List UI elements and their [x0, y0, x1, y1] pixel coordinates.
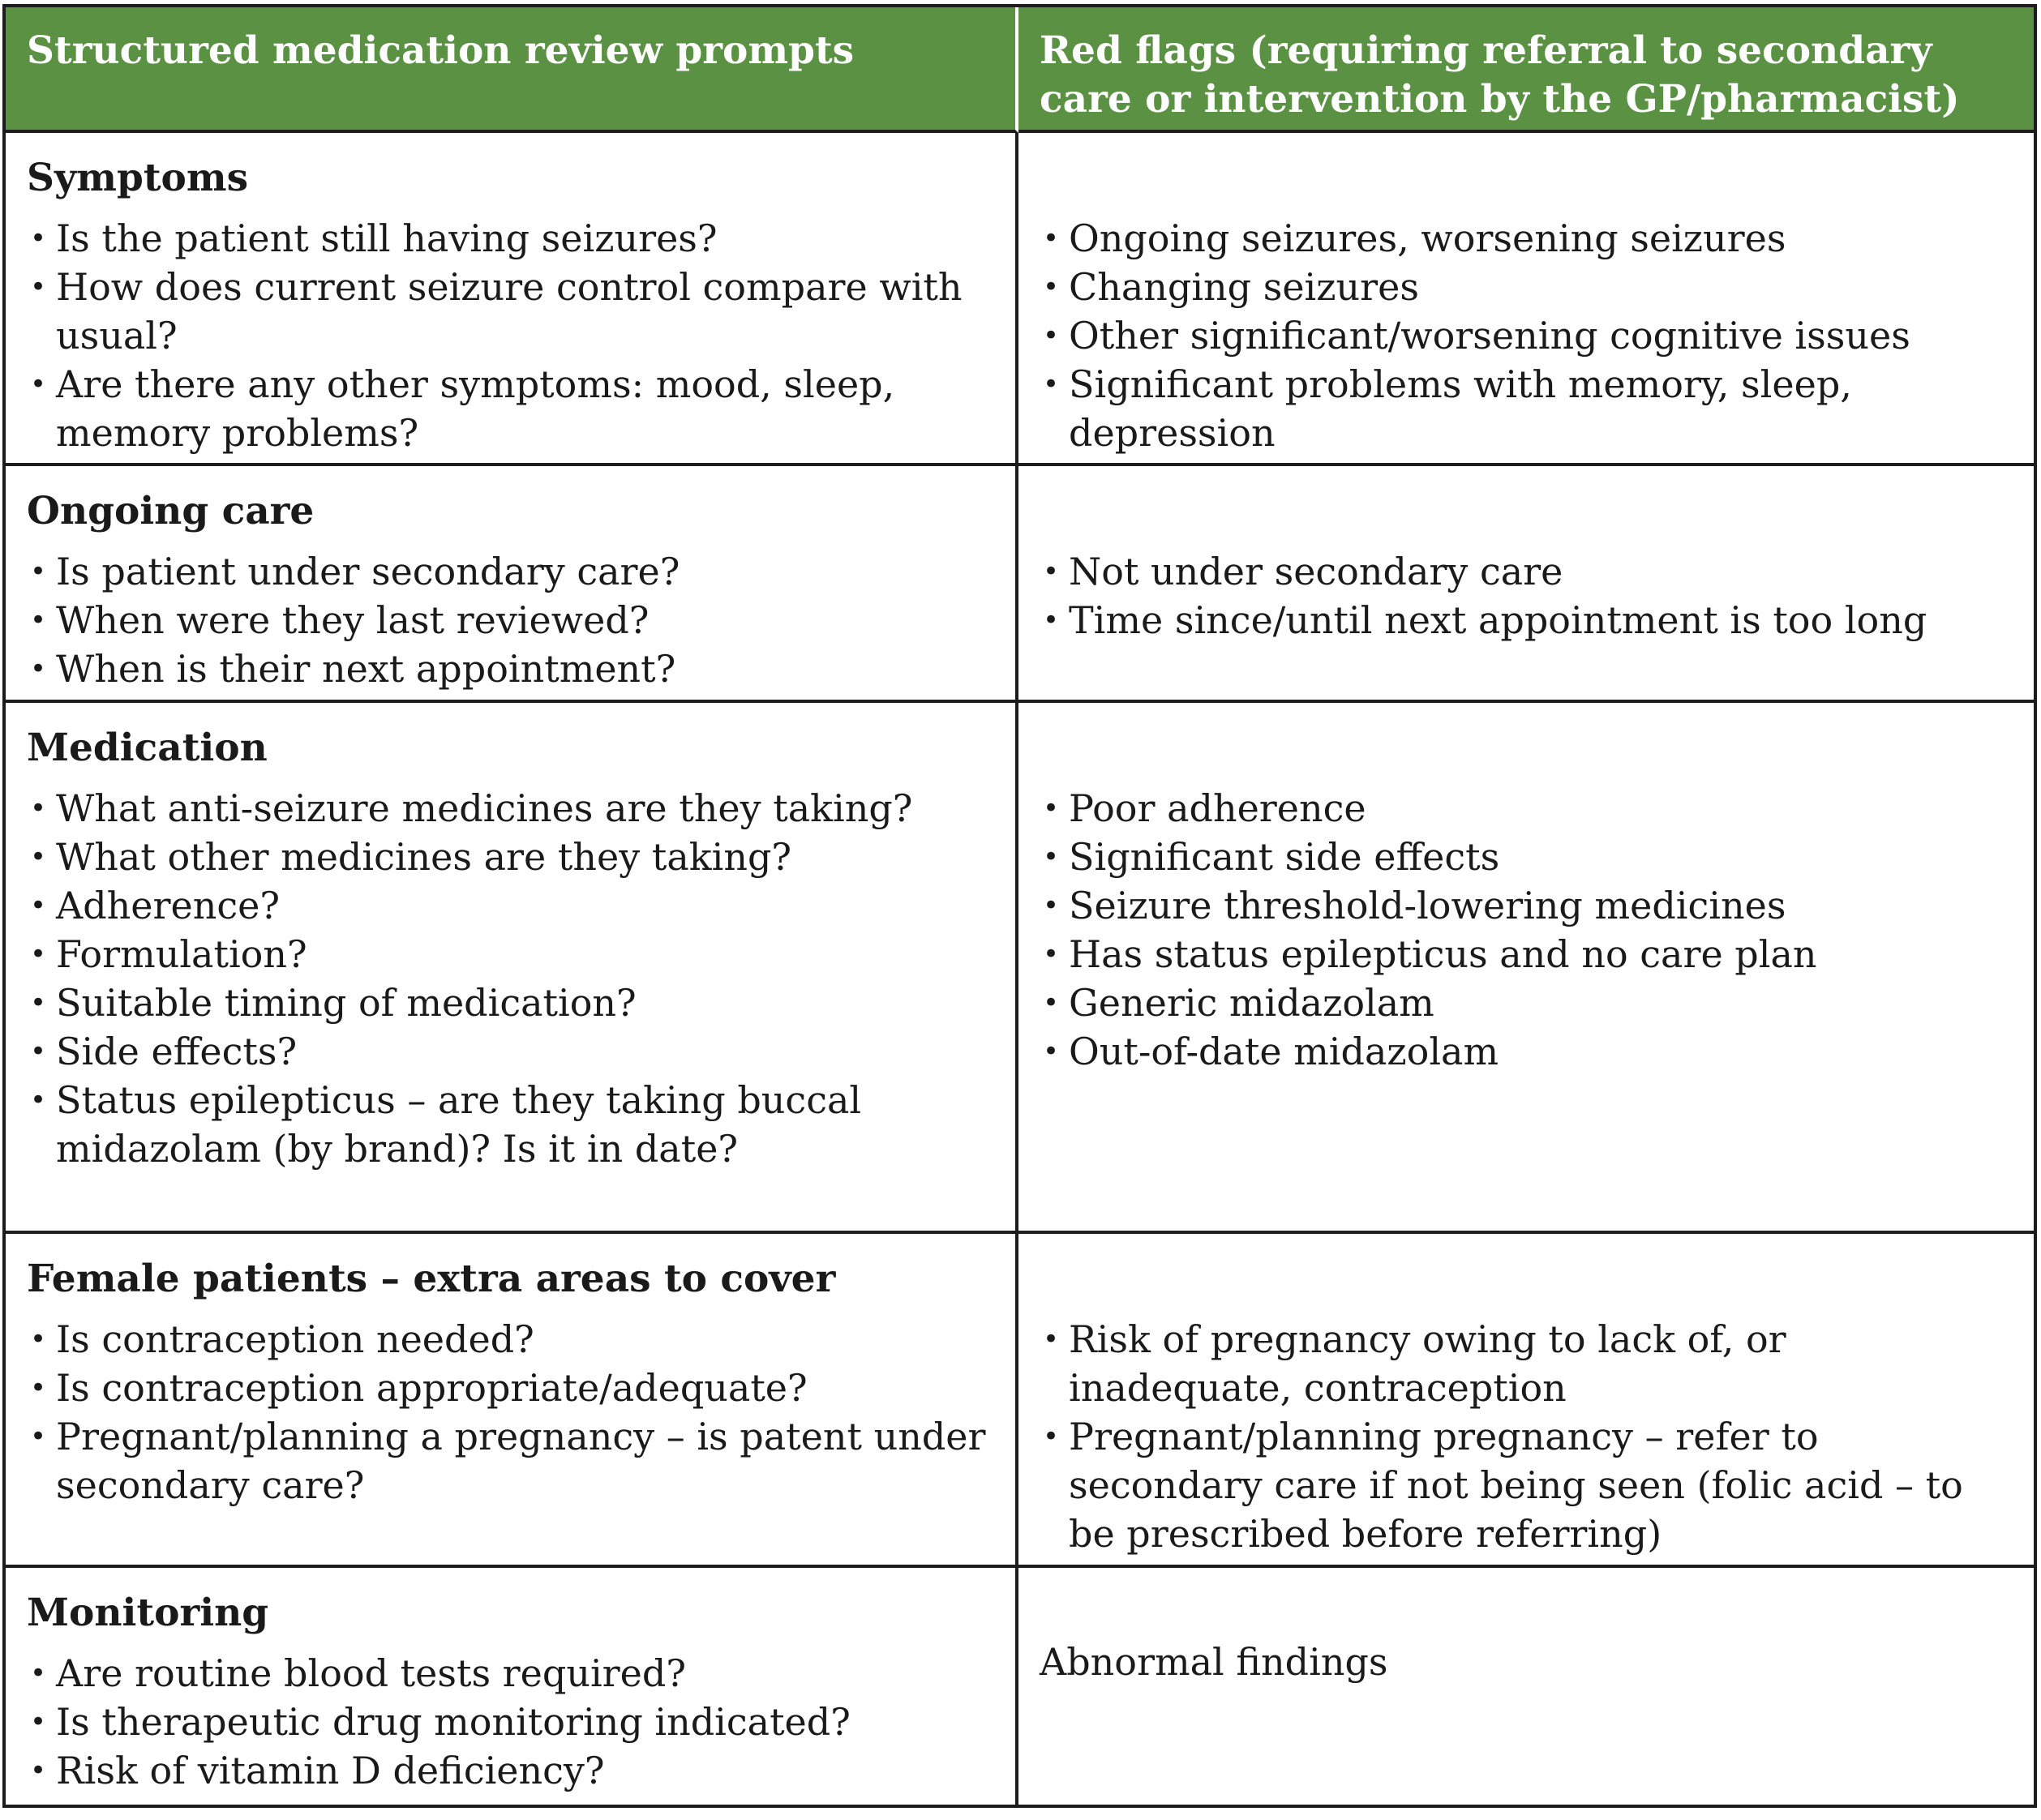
list-item: • Are routine blood tests required?: [27, 1649, 994, 1698]
row-ongoing-care-prompts: [6, 466, 1018, 703]
list-item: • Poor adherence: [1040, 784, 2013, 833]
list-item: • Generic midazolam: [1040, 979, 2013, 1027]
flag-list: [1040, 214, 2013, 457]
row-female-patients-flags: [1018, 1234, 2034, 1568]
row-symptoms-flags: [1018, 133, 2034, 466]
list-item: • Is contraception needed?: [27, 1315, 994, 1364]
list-item: • How does current seizure control compare with usual?: [27, 263, 994, 360]
list-item: • Are there any other symptoms: mood, sleep, memory problems?: [27, 360, 994, 457]
prompt-list: [27, 547, 994, 693]
row-ongoing-care-flags: [1018, 466, 2034, 703]
row-medication-prompts: [6, 703, 1018, 1234]
list-item: • Risk of pregnancy owing to lack of, or inadequate, contraception: [1040, 1315, 2013, 1412]
list-item: • Time since/until next appointment is too long: [1040, 596, 2013, 644]
list-item: • Pregnant/planning pregnancy – refer to secondary care if not being seen (folic acid – to be prescribed before referring): [1040, 1412, 2013, 1558]
list-item: • Changing seizures: [1040, 263, 2013, 311]
flag-list: [1040, 784, 2013, 1076]
prompt-list: [27, 1649, 994, 1795]
list-item: • Side effects?: [27, 1027, 994, 1076]
list-item: • Is patient under secondary care?: [27, 547, 994, 596]
flag-text: Abnormal findings: [1040, 1640, 1388, 1684]
list-item: • When were they last reviewed?: [27, 596, 994, 644]
header-prompts: Structured medication review prompts: [6, 7, 1018, 133]
header-red-flags: Red flags (requiring referral to secondary care or intervention by the GP/pharmacist): [1018, 7, 2034, 133]
prompt-list: [27, 214, 994, 457]
list-item: • Seizure threshold-lowering medicines: [1040, 881, 2013, 930]
list-item: • What anti-seizure medicines are they taking?: [27, 784, 994, 833]
section-title: Medication: [27, 726, 268, 770]
medication-review-table: [2, 4, 2037, 1808]
list-item: • Significant problems with memory, sleep, depression: [1040, 360, 2013, 457]
list-item: • Is the patient still having seizures?: [27, 214, 994, 263]
list-item: • When is their next appointment?: [27, 644, 994, 693]
list-item: • Has status epilepticus and no care plan: [1040, 930, 2013, 979]
row-medication-flags: [1018, 703, 2034, 1234]
prompt-list: [27, 784, 994, 1173]
list-item: • Status epilepticus – are they taking buccal midazolam (by brand)? Is it in date?: [27, 1076, 994, 1173]
row-monitoring-flags: [1018, 1568, 2034, 1805]
list-item: • Suitable timing of medication?: [27, 979, 994, 1027]
list-item: • Is therapeutic drug monitoring indicated?: [27, 1698, 994, 1746]
row-symptoms-prompts: [6, 133, 1018, 466]
list-item: • Significant side effects: [1040, 833, 2013, 881]
section-title: Female patients – extra areas to cover: [27, 1257, 836, 1301]
row-monitoring-prompts: [6, 1568, 1018, 1805]
list-item: • Is contraception appropriate/adequate?: [27, 1364, 994, 1412]
prompt-list: [27, 1315, 994, 1510]
flag-list: [1040, 1315, 2013, 1558]
section-title: Monitoring: [27, 1591, 269, 1635]
flag-list: [1040, 547, 2013, 644]
list-item: • Risk of vitamin D deficiency?: [27, 1746, 994, 1795]
list-item: • Adherence?: [27, 881, 994, 930]
row-female-patients-prompts: [6, 1234, 1018, 1568]
section-title: Ongoing care: [27, 489, 315, 533]
list-item: • Pregnant/planning a pregnancy – is patent under secondary care?: [27, 1412, 994, 1510]
list-item: • Formulation?: [27, 930, 994, 979]
list-item: • Not under secondary care: [1040, 547, 2013, 596]
list-item: • Out-of-date midazolam: [1040, 1027, 2013, 1076]
list-item: • Ongoing seizures, worsening seizures: [1040, 214, 2013, 263]
list-item: • Other significant/worsening cognitive issues: [1040, 311, 2013, 360]
section-title: Symptoms: [27, 156, 249, 200]
list-item: • What other medicines are they taking?: [27, 833, 994, 881]
